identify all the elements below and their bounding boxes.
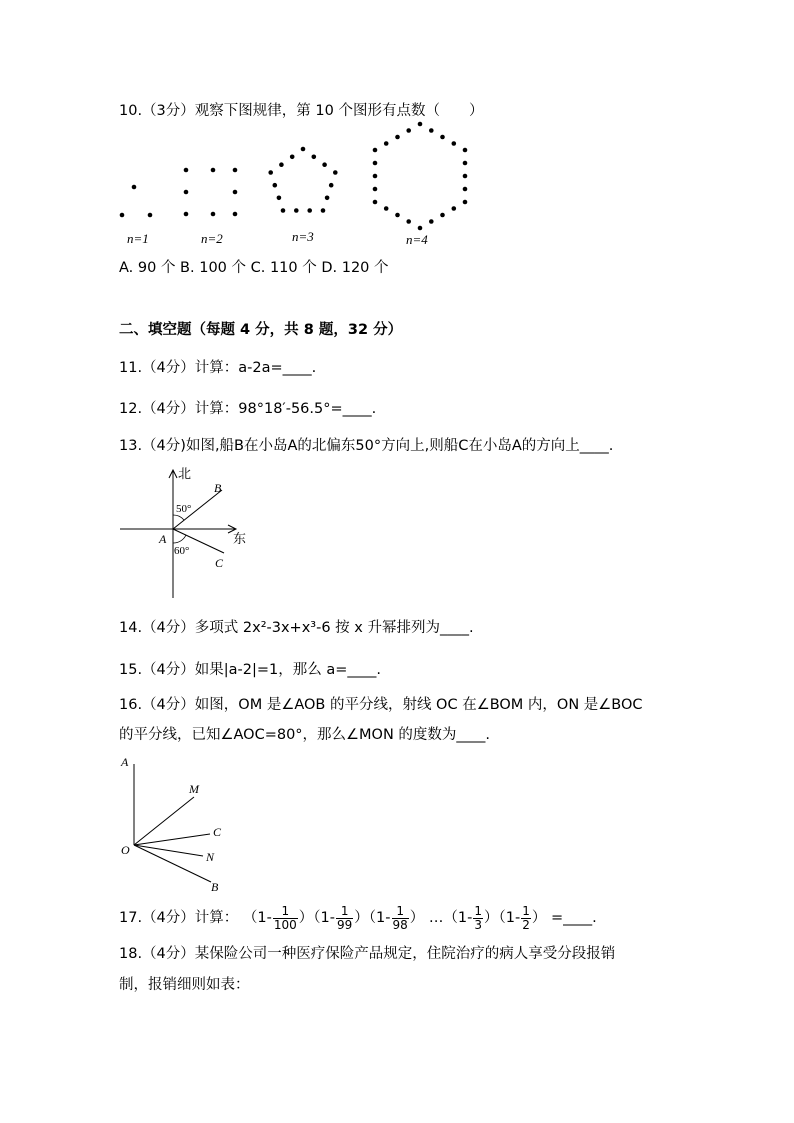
label-n4: n=4	[406, 232, 428, 247]
fraction-1-98	[392, 905, 409, 932]
fraction-1-2	[521, 905, 531, 932]
q16-line2: 的平分线，已知∠AOC=80°，那么∠MON 的度数为____.	[119, 727, 491, 743]
q17-prefix: 17.（4分）计算：	[119, 910, 239, 926]
label-n3: n=3	[292, 229, 314, 244]
q17-open-5: （1-	[498, 910, 521, 926]
fraction-1-3	[473, 905, 483, 932]
q17-ellipsis: …	[428, 910, 444, 926]
fraction-numerator: 1	[522, 903, 530, 918]
point-N-label: N	[206, 850, 215, 864]
section2-title: 二、填空题（每题 4 分，共 8 题，32 分）	[119, 322, 403, 338]
q18-line2: 制，报销细则如表：	[119, 977, 250, 993]
angle-50-label: 50°	[176, 503, 192, 515]
point-C-label: C	[213, 825, 222, 839]
q17-open-3: （1-	[368, 910, 391, 926]
q15-text: 15.（4分）如果|a-2|=1，那么 a=____.	[119, 662, 382, 678]
fraction-denominator: 2	[522, 917, 530, 932]
q17-open-1: （1-	[242, 910, 272, 926]
q10-text: 10.（3分）观察下图规律，第 10 个图形有点数（ ）	[119, 103, 484, 119]
point-M-label: M	[189, 782, 199, 796]
q18-line1: 18.（4分）某保险公司一种医疗保险产品规定，住院治疗的病人享受分段报销	[119, 946, 616, 962]
q17-expression	[119, 904, 597, 932]
fraction-denominator: 98	[392, 917, 408, 932]
fraction-1-100	[273, 905, 298, 932]
q17-open-2: （1-	[313, 910, 335, 926]
point-B-label: B	[214, 481, 222, 495]
q13-text: 13.（4分)如图,船B在小岛A的北偏东50°方向上,则船C在小岛A的方向上____.	[119, 438, 614, 454]
point-O-label: O	[121, 843, 130, 857]
label-n1: n=1	[127, 231, 149, 246]
point-A-label: A	[159, 532, 167, 546]
q10-options: A. 90 个 B. 100 个 C. 110 个 D. 120 个	[119, 260, 389, 276]
q17-close-1: ）	[298, 910, 314, 926]
north-label: 北	[178, 466, 192, 481]
q14-text: 14.（4分）多项式 2x²-3x+x³-6 按 x 升幂排列为____.	[119, 620, 474, 636]
q11-text: 11.（4分）计算：a-2a=____.	[119, 360, 317, 376]
east-label: 东	[233, 531, 247, 546]
fraction-numerator: 1	[392, 905, 409, 919]
q16-line1: 16.（4分）如图，OM 是∠AOB 的平分线，射线 OC 在∠BOM 内，ON 是∠BOC	[119, 697, 643, 713]
point-C-label: C	[215, 556, 224, 570]
fraction-numerator: 1	[474, 903, 482, 918]
q17-open-4: （1-	[443, 910, 473, 926]
q17-close-5: ）	[531, 910, 547, 926]
fraction-denominator: 3	[474, 917, 482, 932]
q17-suffix: =____.	[550, 910, 597, 926]
q17-close-3: ）	[409, 910, 425, 926]
q12-text: 12.（4分）计算：98°18′-56.5°=____.	[119, 401, 377, 417]
fraction-1-99	[336, 905, 353, 932]
fraction-denominator: 100	[273, 917, 297, 932]
q17-close-2: ）	[354, 910, 369, 926]
label-n2: n=2	[201, 231, 223, 246]
point-A-label: A	[121, 755, 129, 769]
fraction-denominator: 99	[337, 917, 353, 932]
q17-close-4: ）	[484, 910, 499, 926]
fraction-numerator: 1	[336, 905, 353, 919]
fraction-numerator: 1	[273, 905, 298, 919]
point-B-label: B	[211, 880, 219, 894]
angle-60-label: 60°	[174, 545, 190, 557]
